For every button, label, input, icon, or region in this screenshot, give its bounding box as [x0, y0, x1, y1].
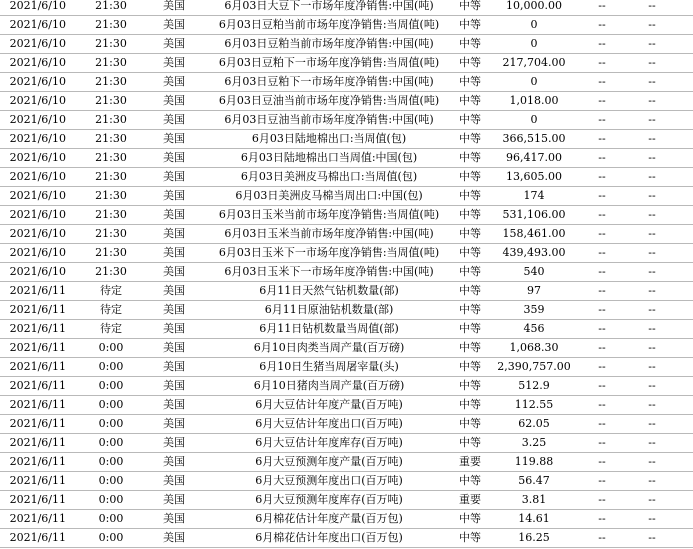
country-cell: 美国 — [163, 113, 185, 126]
value-cell: 13,605.00 — [506, 170, 562, 183]
event-name-cell: 6月10日猪肉当周产量(百万磅) — [253, 379, 405, 392]
date-cell: 2021/6/10 — [9, 37, 66, 50]
country-cell: 美国 — [163, 398, 185, 411]
event-name-cell: 6月棉花估计年度出口(百万包) — [255, 531, 403, 544]
time-cell: 0:00 — [98, 512, 124, 525]
importance-cell: 中等 — [459, 341, 481, 354]
table-row — [0, 187, 693, 206]
date-cell: 2021/6/11 — [9, 512, 66, 525]
previous-value-cell: -- — [598, 341, 606, 354]
importance-cell: 中等 — [459, 132, 481, 145]
forecast-value-cell: -- — [648, 75, 656, 88]
forecast-value-cell: -- — [648, 56, 656, 69]
table-row — [0, 339, 693, 358]
date-cell: 2021/6/11 — [9, 474, 66, 487]
table-row — [0, 434, 693, 453]
event-name-cell: 6月03日豆油当前市场年度净销售:当周值(吨) — [218, 94, 440, 107]
previous-value-cell: -- — [598, 455, 606, 468]
importance-cell: 中等 — [459, 56, 481, 69]
event-name-cell: 6月11日原油钻机数量(部) — [264, 303, 394, 316]
event-name-cell: 6月11日天然气钻机数量(部) — [259, 284, 399, 297]
previous-value-cell: -- — [598, 18, 606, 31]
event-name-cell: 6月棉花估计年度产量(百万包) — [255, 512, 403, 525]
date-cell: 2021/6/11 — [9, 436, 66, 449]
event-name-cell: 6月03日大豆下一市场年度净销售:中国(吨) — [224, 0, 434, 12]
importance-cell: 中等 — [459, 512, 481, 525]
table-row — [0, 73, 693, 92]
table-row — [0, 529, 693, 548]
table-row — [0, 282, 693, 301]
importance-cell: 中等 — [459, 37, 481, 50]
value-cell: 112.55 — [514, 398, 554, 411]
forecast-value-cell: -- — [648, 341, 656, 354]
forecast-value-cell: -- — [648, 322, 656, 335]
event-name-cell: 6月03日玉米当前市场年度净销售:中国(吨) — [224, 227, 434, 240]
date-cell: 2021/6/10 — [9, 170, 66, 183]
importance-cell: 中等 — [459, 113, 481, 126]
time-cell: 21:30 — [95, 208, 127, 221]
value-cell: 3.25 — [521, 436, 547, 449]
previous-value-cell: -- — [598, 360, 606, 373]
time-cell: 0:00 — [98, 493, 124, 506]
importance-cell: 中等 — [459, 208, 481, 221]
value-cell: 97 — [527, 284, 541, 297]
importance-cell: 中等 — [459, 151, 481, 164]
previous-value-cell: -- — [598, 512, 606, 525]
importance-cell: 中等 — [459, 246, 481, 259]
event-name-cell: 6月10日肉类当周产量(百万磅) — [253, 341, 405, 354]
date-cell: 2021/6/10 — [9, 227, 66, 240]
importance-cell: 中等 — [459, 360, 481, 373]
importance-cell: 中等 — [459, 0, 481, 12]
forecast-value-cell: -- — [648, 417, 656, 430]
country-cell: 美国 — [163, 303, 185, 316]
forecast-value-cell: -- — [648, 227, 656, 240]
forecast-value-cell: -- — [648, 360, 656, 373]
previous-value-cell: -- — [598, 56, 606, 69]
time-cell: 21:30 — [95, 37, 127, 50]
previous-value-cell: -- — [598, 265, 606, 278]
time-cell: 21:30 — [95, 227, 127, 240]
value-cell: 1,068.30 — [509, 341, 559, 354]
value-cell: 366,515.00 — [502, 132, 566, 145]
value-cell: 16.25 — [518, 531, 550, 544]
country-cell: 美国 — [163, 265, 185, 278]
date-cell: 2021/6/10 — [9, 132, 66, 145]
table-row — [0, 35, 693, 54]
date-cell: 2021/6/10 — [9, 56, 66, 69]
importance-cell: 重要 — [459, 455, 481, 468]
previous-value-cell: -- — [598, 37, 606, 50]
previous-value-cell: -- — [598, 0, 606, 12]
time-cell: 21:30 — [95, 113, 127, 126]
table-row — [0, 320, 693, 339]
time-cell: 0:00 — [98, 398, 124, 411]
date-cell: 2021/6/11 — [9, 360, 66, 373]
time-cell: 21:30 — [95, 151, 127, 164]
importance-cell: 中等 — [459, 189, 481, 202]
forecast-value-cell: -- — [648, 18, 656, 31]
forecast-value-cell: -- — [648, 398, 656, 411]
value-cell: 0 — [530, 37, 538, 50]
time-cell: 21:30 — [95, 56, 127, 69]
previous-value-cell: -- — [598, 284, 606, 297]
value-cell: 96,417.00 — [506, 151, 562, 164]
importance-cell: 中等 — [459, 379, 481, 392]
importance-cell: 重要 — [459, 493, 481, 506]
previous-value-cell: -- — [598, 474, 606, 487]
previous-value-cell: -- — [598, 417, 606, 430]
table-row — [0, 149, 693, 168]
country-cell: 美国 — [163, 360, 185, 373]
value-cell: 540 — [523, 265, 545, 278]
time-cell: 21:30 — [95, 265, 127, 278]
country-cell: 美国 — [163, 322, 185, 335]
event-name-cell: 6月03日豆粕下一市场年度净销售:中国(吨) — [224, 75, 434, 88]
time-cell: 0:00 — [98, 436, 124, 449]
country-cell: 美国 — [163, 531, 185, 544]
previous-value-cell: -- — [598, 303, 606, 316]
previous-value-cell: -- — [598, 379, 606, 392]
event-name-cell: 6月03日陆地棉出口:当周值(包) — [251, 132, 407, 145]
event-name-cell: 6月大豆预测年度出口(百万吨) — [255, 474, 403, 487]
event-name-cell: 6月03日玉米当前市场年度净销售:当周值(吨) — [218, 208, 440, 221]
value-cell: 14.61 — [518, 512, 550, 525]
time-cell: 0:00 — [98, 531, 124, 544]
value-cell: 3.81 — [521, 493, 547, 506]
event-name-cell: 6月03日豆粕下一市场年度净销售:当周值(吨) — [218, 56, 440, 69]
forecast-value-cell: -- — [648, 379, 656, 392]
event-name-cell: 6月03日豆油当前市场年度净销售:中国(吨) — [224, 113, 434, 126]
country-cell: 美国 — [163, 284, 185, 297]
time-cell: 21:30 — [95, 75, 127, 88]
previous-value-cell: -- — [598, 151, 606, 164]
forecast-value-cell: -- — [648, 37, 656, 50]
time-cell: 0:00 — [98, 455, 124, 468]
forecast-value-cell: -- — [648, 132, 656, 145]
previous-value-cell: -- — [598, 132, 606, 145]
date-cell: 2021/6/11 — [9, 379, 66, 392]
table-row — [0, 396, 693, 415]
table-row — [0, 130, 693, 149]
date-cell: 2021/6/11 — [9, 322, 66, 335]
country-cell: 美国 — [163, 132, 185, 145]
date-cell: 2021/6/10 — [9, 94, 66, 107]
country-cell: 美国 — [163, 189, 185, 202]
table-row — [0, 206, 693, 225]
table-row — [0, 415, 693, 434]
country-cell: 美国 — [163, 227, 185, 240]
table-row — [0, 358, 693, 377]
value-cell: 10,000.00 — [506, 0, 562, 12]
date-cell: 2021/6/11 — [9, 303, 66, 316]
previous-value-cell: -- — [598, 246, 606, 259]
importance-cell: 中等 — [459, 303, 481, 316]
table-row — [0, 491, 693, 510]
country-cell: 美国 — [163, 493, 185, 506]
event-name-cell: 6月03日美洲皮马棉出口:当周值(包) — [240, 170, 418, 183]
date-cell: 2021/6/11 — [9, 398, 66, 411]
value-cell: 119.88 — [514, 455, 554, 468]
country-cell: 美国 — [163, 94, 185, 107]
importance-cell: 中等 — [459, 265, 481, 278]
time-cell: 0:00 — [98, 474, 124, 487]
previous-value-cell: -- — [598, 322, 606, 335]
time-cell: 21:30 — [95, 170, 127, 183]
value-cell: 531,106.00 — [502, 208, 566, 221]
forecast-value-cell: -- — [648, 189, 656, 202]
forecast-value-cell: -- — [648, 265, 656, 278]
time-cell: 21:30 — [95, 132, 127, 145]
time-cell: 0:00 — [98, 360, 124, 373]
event-name-cell: 6月大豆估计年度出口(百万吨) — [255, 417, 403, 430]
previous-value-cell: -- — [598, 189, 606, 202]
value-cell: 456 — [523, 322, 545, 335]
forecast-value-cell: -- — [648, 170, 656, 183]
time-cell: 待定 — [100, 284, 122, 297]
table-row — [0, 168, 693, 187]
forecast-value-cell: -- — [648, 474, 656, 487]
value-cell: 2,390,757.00 — [497, 360, 571, 373]
date-cell: 2021/6/11 — [9, 493, 66, 506]
table-row — [0, 0, 693, 16]
previous-value-cell: -- — [598, 170, 606, 183]
event-name-cell: 6月03日玉米下一市场年度净销售:当周值(吨) — [218, 246, 440, 259]
date-cell: 2021/6/10 — [9, 18, 66, 31]
date-cell: 2021/6/11 — [9, 417, 66, 430]
table-row — [0, 244, 693, 263]
country-cell: 美国 — [163, 474, 185, 487]
previous-value-cell: -- — [598, 75, 606, 88]
previous-value-cell: -- — [598, 436, 606, 449]
time-cell: 0:00 — [98, 417, 124, 430]
time-cell: 0:00 — [98, 341, 124, 354]
date-cell: 2021/6/10 — [9, 151, 66, 164]
forecast-value-cell: -- — [648, 113, 656, 126]
country-cell: 美国 — [163, 170, 185, 183]
country-cell: 美国 — [163, 56, 185, 69]
forecast-value-cell: -- — [648, 208, 656, 221]
country-cell: 美国 — [163, 436, 185, 449]
forecast-value-cell: -- — [648, 512, 656, 525]
country-cell: 美国 — [163, 417, 185, 430]
value-cell: 359 — [523, 303, 545, 316]
country-cell: 美国 — [163, 151, 185, 164]
forecast-value-cell: -- — [648, 94, 656, 107]
date-cell: 2021/6/11 — [9, 284, 66, 297]
time-cell: 待定 — [100, 322, 122, 335]
importance-cell: 中等 — [459, 284, 481, 297]
forecast-value-cell: -- — [648, 151, 656, 164]
importance-cell: 中等 — [459, 227, 481, 240]
country-cell: 美国 — [163, 75, 185, 88]
value-cell: 512.9 — [518, 379, 550, 392]
value-cell: 0 — [530, 18, 538, 31]
event-name-cell: 6月03日豆粕当前市场年度净销售:中国(吨) — [224, 37, 434, 50]
value-cell: 439,493.00 — [502, 246, 566, 259]
table-row — [0, 111, 693, 130]
time-cell: 21:30 — [95, 189, 127, 202]
event-name-cell: 6月大豆预测年度产量(百万吨) — [255, 455, 403, 468]
event-name-cell: 6月11日钻机数量当周值(部) — [259, 322, 399, 335]
importance-cell: 中等 — [459, 531, 481, 544]
previous-value-cell: -- — [598, 208, 606, 221]
importance-cell: 中等 — [459, 474, 481, 487]
forecast-value-cell: -- — [648, 531, 656, 544]
importance-cell: 中等 — [459, 170, 481, 183]
value-cell: 1,018.00 — [509, 94, 559, 107]
forecast-value-cell: -- — [648, 493, 656, 506]
country-cell: 美国 — [163, 379, 185, 392]
importance-cell: 中等 — [459, 322, 481, 335]
time-cell: 待定 — [100, 303, 122, 316]
table-row — [0, 301, 693, 320]
time-cell: 21:30 — [95, 0, 127, 12]
table-row — [0, 453, 693, 472]
country-cell: 美国 — [163, 208, 185, 221]
forecast-value-cell: -- — [648, 284, 656, 297]
event-name-cell: 6月03日豆粕当前市场年度净销售:当周值(吨) — [218, 18, 440, 31]
country-cell: 美国 — [163, 512, 185, 525]
country-cell: 美国 — [163, 0, 185, 12]
table-row — [0, 377, 693, 396]
previous-value-cell: -- — [598, 531, 606, 544]
table-row — [0, 510, 693, 529]
value-cell: 158,461.00 — [502, 227, 566, 240]
event-name-cell: 6月大豆估计年度产量(百万吨) — [255, 398, 403, 411]
country-cell: 美国 — [163, 37, 185, 50]
country-cell: 美国 — [163, 455, 185, 468]
importance-cell: 中等 — [459, 94, 481, 107]
value-cell: 0 — [530, 113, 538, 126]
importance-cell: 中等 — [459, 398, 481, 411]
date-cell: 2021/6/11 — [9, 531, 66, 544]
forecast-value-cell: -- — [648, 303, 656, 316]
table-row — [0, 92, 693, 111]
importance-cell: 中等 — [459, 417, 481, 430]
forecast-value-cell: -- — [648, 0, 656, 12]
importance-cell: 中等 — [459, 436, 481, 449]
value-cell: 56.47 — [518, 474, 550, 487]
forecast-value-cell: -- — [648, 246, 656, 259]
date-cell: 2021/6/10 — [9, 0, 66, 12]
event-name-cell: 6月10日生猪当周屠宰量(头) — [259, 360, 399, 373]
event-name-cell: 6月03日陆地棉出口当周值:中国(包) — [240, 151, 418, 164]
date-cell: 2021/6/11 — [9, 455, 66, 468]
table-row — [0, 472, 693, 491]
date-cell: 2021/6/10 — [9, 208, 66, 221]
country-cell: 美国 — [163, 341, 185, 354]
event-name-cell: 6月大豆估计年度库存(百万吨) — [255, 436, 403, 449]
country-cell: 美国 — [163, 18, 185, 31]
country-cell: 美国 — [163, 246, 185, 259]
event-name-cell: 6月03日玉米下一市场年度净销售:中国(吨) — [224, 265, 434, 278]
importance-cell: 中等 — [459, 75, 481, 88]
time-cell: 0:00 — [98, 379, 124, 392]
time-cell: 21:30 — [95, 94, 127, 107]
date-cell: 2021/6/10 — [9, 265, 66, 278]
time-cell: 21:30 — [95, 18, 127, 31]
table-row — [0, 54, 693, 73]
forecast-value-cell: -- — [648, 436, 656, 449]
previous-value-cell: -- — [598, 493, 606, 506]
importance-cell: 中等 — [459, 18, 481, 31]
previous-value-cell: -- — [598, 398, 606, 411]
table-row — [0, 263, 693, 282]
event-name-cell: 6月03日美洲皮马棉当周出口:中国(包) — [235, 189, 423, 202]
date-cell: 2021/6/10 — [9, 75, 66, 88]
value-cell: 62.05 — [518, 417, 550, 430]
forecast-value-cell: -- — [648, 455, 656, 468]
time-cell: 21:30 — [95, 246, 127, 259]
previous-value-cell: -- — [598, 227, 606, 240]
previous-value-cell: -- — [598, 113, 606, 126]
value-cell: 174 — [523, 189, 545, 202]
date-cell: 2021/6/11 — [9, 341, 66, 354]
date-cell: 2021/6/10 — [9, 246, 66, 259]
previous-value-cell: -- — [598, 94, 606, 107]
table-row — [0, 225, 693, 244]
event-name-cell: 6月大豆预测年度库存(百万吨) — [255, 493, 403, 506]
date-cell: 2021/6/10 — [9, 113, 66, 126]
date-cell: 2021/6/10 — [9, 189, 66, 202]
value-cell: 0 — [530, 75, 538, 88]
table-row — [0, 16, 693, 35]
value-cell: 217,704.00 — [502, 56, 566, 69]
